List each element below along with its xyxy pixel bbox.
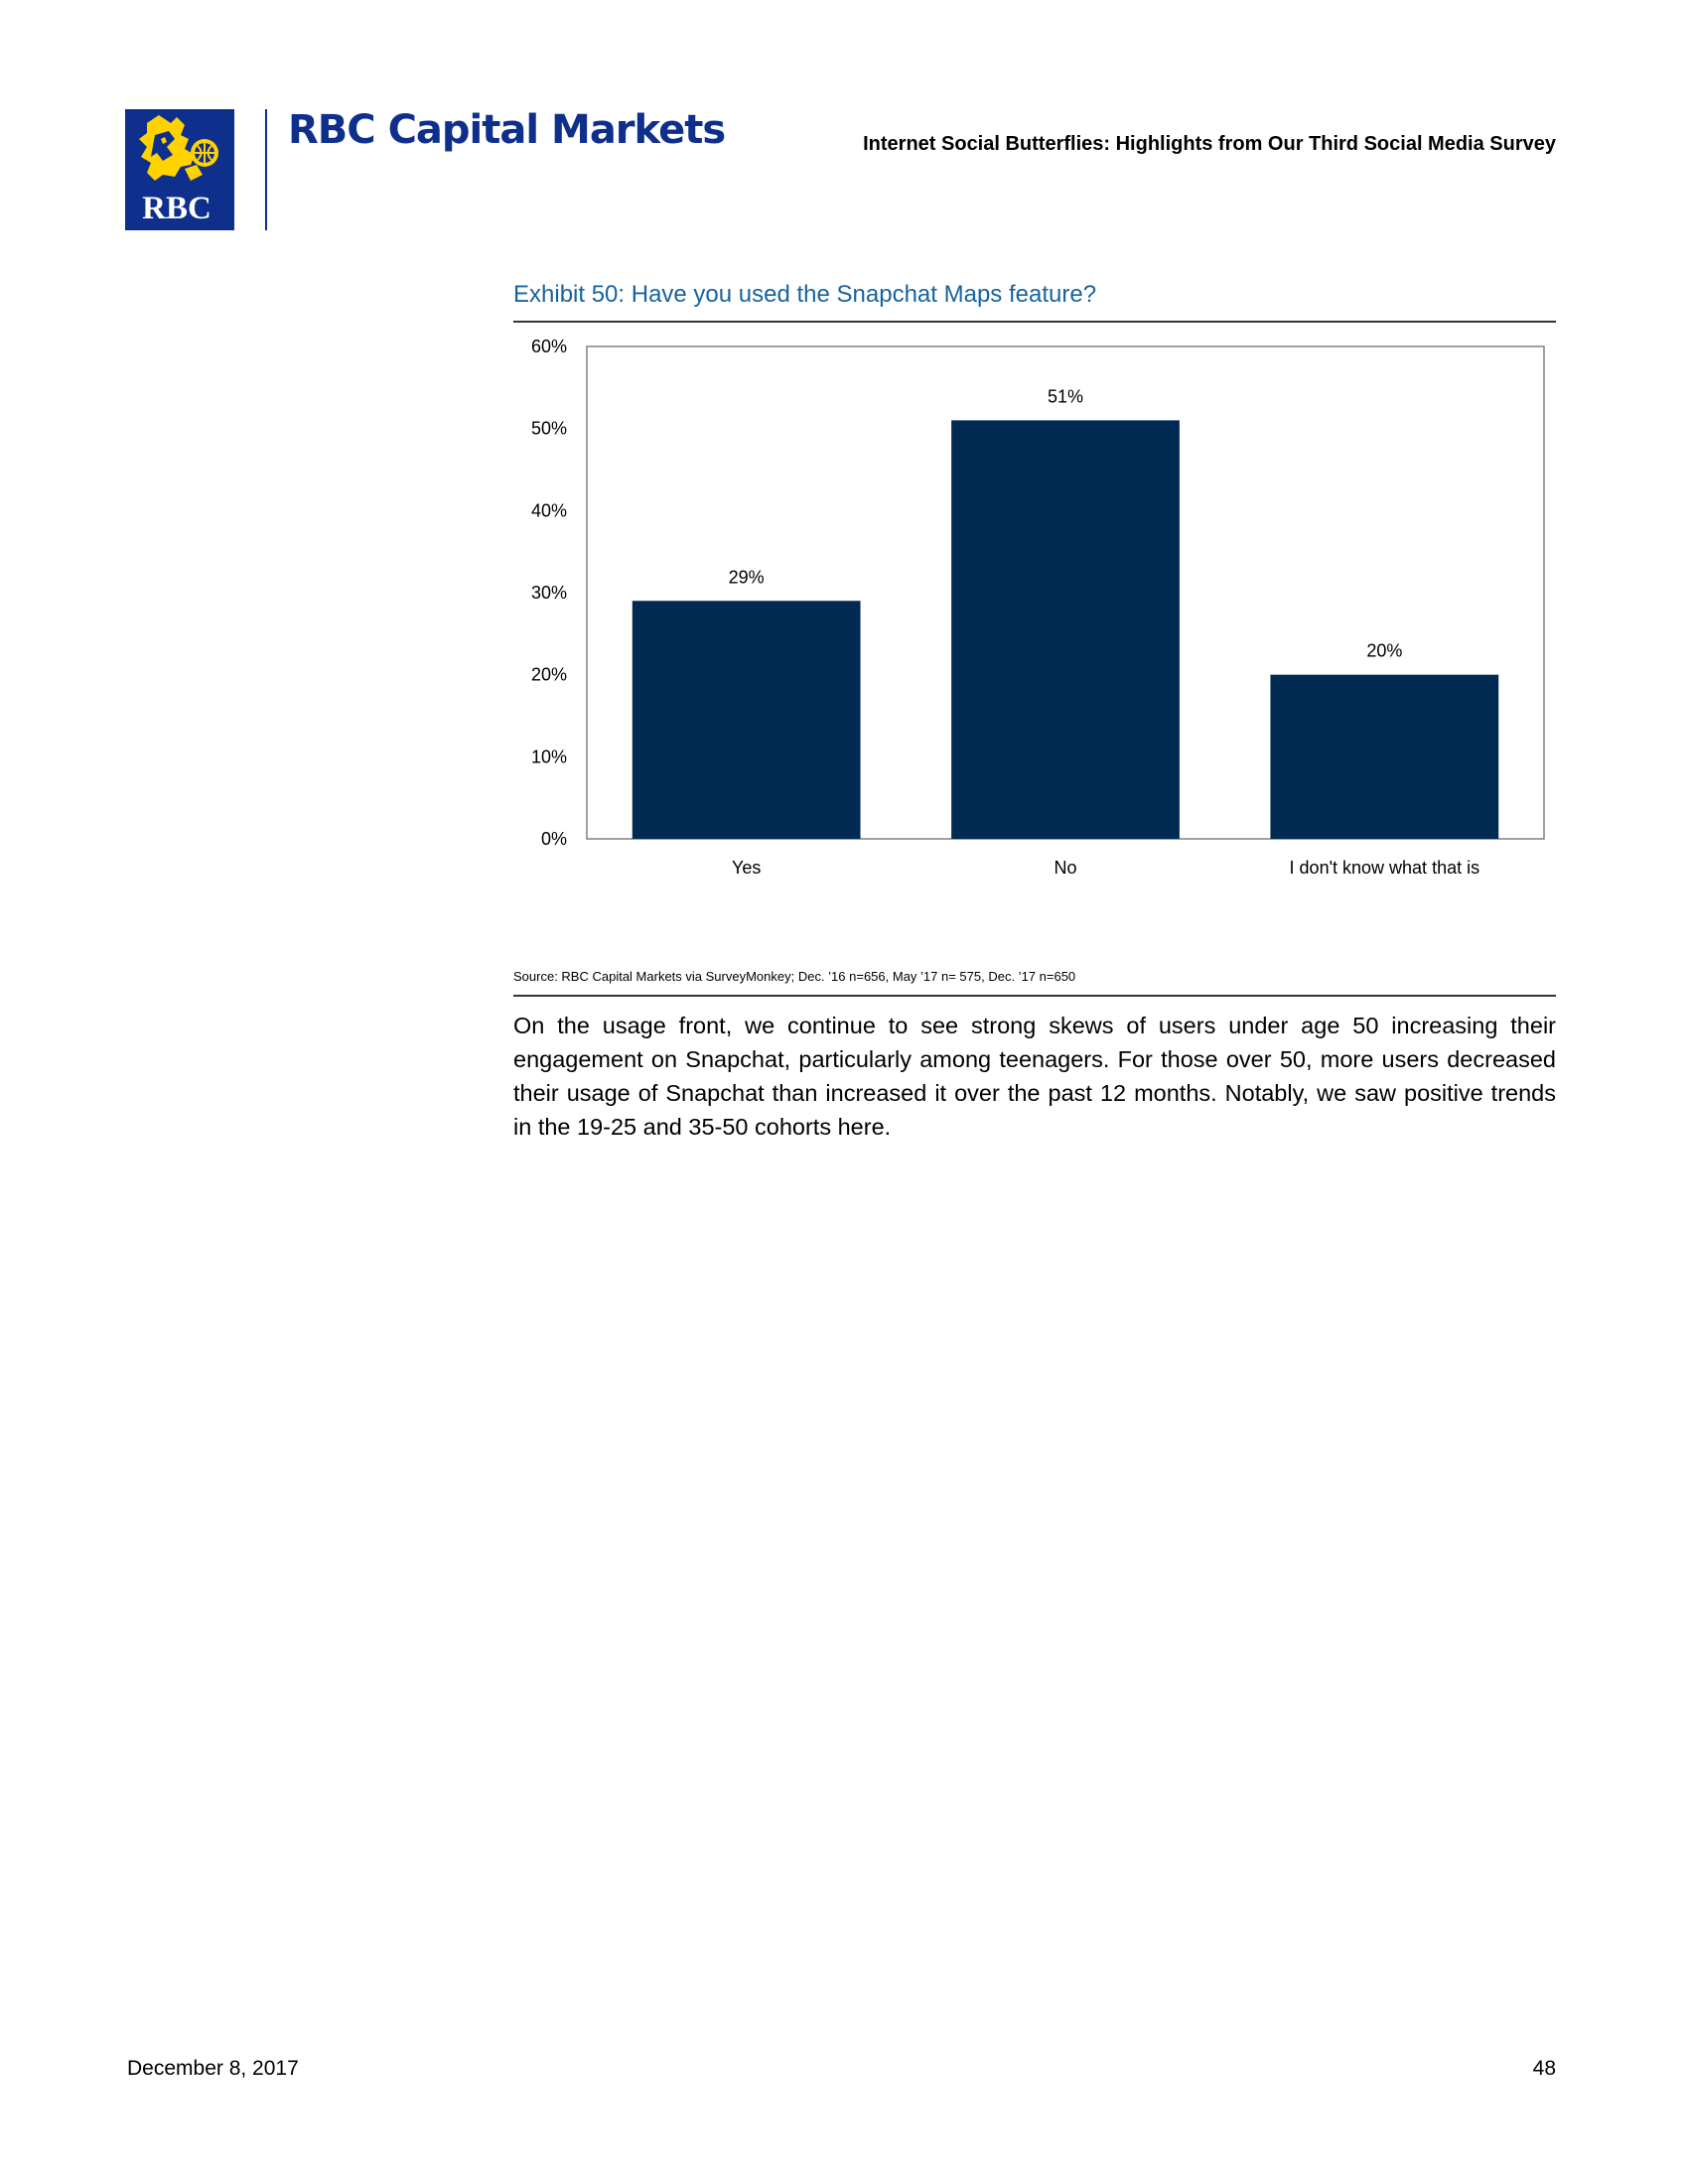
x-tick-label: No xyxy=(1054,858,1077,878)
data-label: 20% xyxy=(1366,640,1403,661)
y-tick-label: 40% xyxy=(530,500,567,521)
x-tick-label: I don't know what that is xyxy=(1289,858,1480,878)
source-note: Source: RBC Capital Markets via SurveyMonkey; Dec. ’16 n=656, May ’17 n= 575, Dec. ’17 n=650 xyxy=(513,969,1076,984)
bar-chart-svg xyxy=(513,328,1556,903)
y-tick-label: 30% xyxy=(530,583,567,603)
bar-chart xyxy=(513,328,1556,903)
body-paragraph: On the usage front, we continue to see strong skews of users under age 50 increasing their engagement on Snapchat, particularly among teenagers. For those over 50, more users decreased their usage of Snapchat than increased it over the past 12 months. Notably, we saw positive trends in the 19-25 and 35-50 cohorts here. xyxy=(513,1013,1556,1140)
page-number: 48 xyxy=(1532,2057,1556,2080)
bar xyxy=(1270,675,1498,839)
y-tick-label: 20% xyxy=(530,664,567,685)
y-tick-label: 0% xyxy=(540,829,567,849)
bar xyxy=(951,420,1180,839)
brand-name: RBC Capital Markets xyxy=(288,107,726,153)
x-tick-label: Yes xyxy=(731,858,762,878)
exhibit-title: Exhibit 50: Have you used the Snapchat Maps feature? xyxy=(513,281,1097,308)
bar xyxy=(633,601,861,839)
registered-mark: ® xyxy=(225,214,234,228)
document-title: Internet Social Butterflies: Highlights from Our Third Social Media Survey xyxy=(863,133,1556,155)
exhibit-bottom-rule xyxy=(513,995,1556,997)
exhibit-top-rule xyxy=(513,321,1556,323)
y-tick-label: 60% xyxy=(530,337,567,356)
y-tick-label: 50% xyxy=(530,418,567,439)
y-tick-label: 10% xyxy=(530,747,567,767)
data-label: 29% xyxy=(728,567,765,588)
rbc-logo xyxy=(125,109,234,230)
footer-date: December 8, 2017 xyxy=(127,2057,299,2080)
logo-wordmark: RBC xyxy=(142,191,211,226)
data-label: 51% xyxy=(1047,386,1084,407)
header-divider xyxy=(265,109,267,230)
